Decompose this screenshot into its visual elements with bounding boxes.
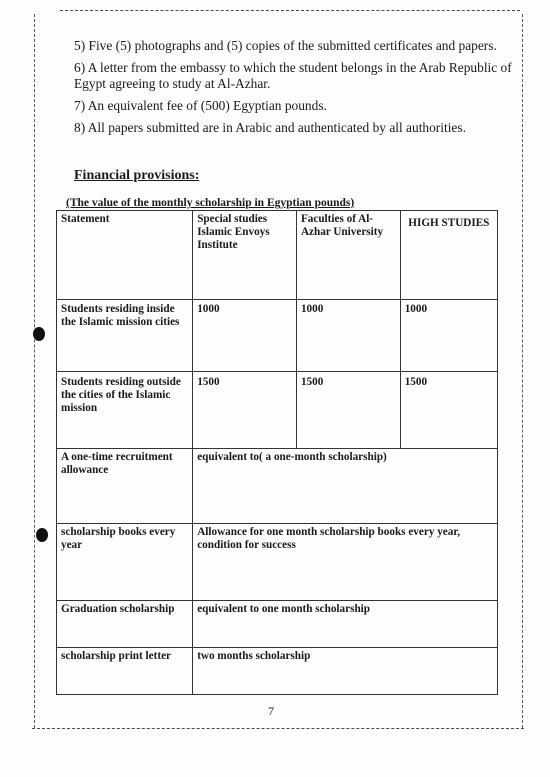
value-cell: 1000 — [296, 300, 400, 372]
statement-cell: scholarship books every year — [57, 524, 193, 601]
header-cell: Faculties of Al-Azhar University — [296, 211, 400, 300]
page-border-bottom — [32, 728, 524, 729]
page-border-top — [60, 10, 520, 11]
table-row — [57, 449, 498, 524]
punch-hole — [33, 327, 45, 341]
page-border-right — [522, 14, 523, 728]
merged-value-cell: two months scholarship — [193, 648, 498, 695]
value-cell: 1500 — [296, 372, 400, 449]
merged-value-cell: equivalent to( a one-month scholarship) — [193, 449, 498, 524]
requirement-item: 6) A letter from the embassy to which the student belongs in the Arab Republic of Egypt agreeing to study at Al-Azhar. — [74, 60, 512, 91]
statement-cell: Students residing inside the Islamic mission cities — [57, 300, 193, 372]
table-caption: (The value of the monthly scholarship in Egyptian pounds) — [66, 197, 355, 209]
header-cell: Statement — [57, 211, 193, 300]
value-cell: 1000 — [400, 300, 497, 372]
table-header-row — [57, 211, 498, 300]
value-cell: 1000 — [193, 300, 297, 372]
punch-hole — [36, 528, 48, 542]
merged-value-cell: Allowance for one month scholarship books every year, condition for success — [193, 524, 498, 601]
statement-cell: scholarship print letter — [57, 648, 193, 695]
statement-cell: Graduation scholarship — [57, 601, 193, 648]
requirement-item: 8) All papers submitted are in Arabic and authenticated by all authorities. — [74, 120, 466, 135]
value-cell: 1500 — [400, 372, 497, 449]
page-border-left — [34, 14, 35, 728]
header-cell: HIGH STUDIES — [400, 211, 497, 300]
table-row — [57, 372, 498, 449]
table-row — [57, 524, 498, 601]
requirement-item: 7) An equivalent fee of (500) Egyptian pounds. — [74, 98, 327, 113]
requirements-list — [74, 38, 514, 142]
requirement-item: 5) Five (5) photographs and (5) copies of the submitted certificates and papers. — [74, 38, 497, 53]
table-row — [57, 648, 498, 695]
value-cell: 1500 — [193, 372, 297, 449]
section-heading: Financial provisions: — [74, 168, 200, 183]
table-row — [57, 601, 498, 648]
header-cell: Special studies Islamic Envoys Institute — [193, 211, 297, 300]
statement-cell: Students residing outside the cities of the Islamic mission — [57, 372, 193, 449]
merged-value-cell: equivalent to one month scholarship — [193, 601, 498, 648]
statement-cell: A one-time recruitment allowance — [57, 449, 193, 524]
page-number: 7 — [268, 704, 274, 718]
scholarship-table — [56, 210, 498, 695]
table-row — [57, 300, 498, 372]
